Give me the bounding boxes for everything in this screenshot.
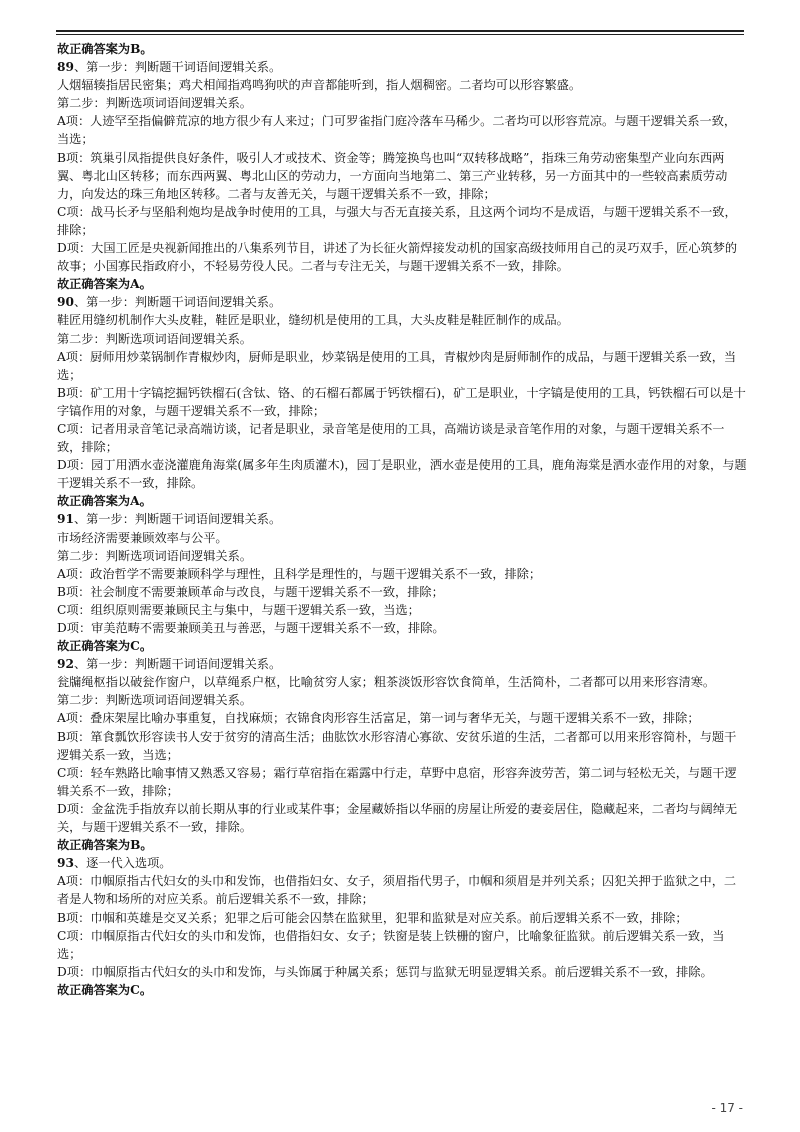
answer-line — [57, 637, 747, 655]
paragraph-text: C项：记者用录音笔记录高端访谈，记者是职业，录音笔是使用的工具，高端访谈是录音笔作用的对象，与题干逻辑关系不一致，排除； — [57, 421, 725, 455]
paragraph-text: B项：筑巢引凤指提供良好条件，吸引人才或技术、资金等；腾笼换鸟也叫“双转移战略”，指珠三角劳动密集型产业向东西两翼、粤北山区转移；而东西两翼、粤北山区的劳动力，一方面向当地第二、第三产业转移，另一方面其中的一些较高素质劳动力，向发达的珠三角地区转移。二者与友善无关，与题干逻辑关系不一致，排除； — [57, 150, 728, 201]
paragraph-text: B项：箪食瓢饮形容读书人安于贫穷的清高生活；曲肱饮水形容清心寡欲、安贫乐道的生活，二者都可以用来形容简朴，与题干逻辑关系一致，当选； — [57, 729, 737, 762]
paragraph-line — [57, 239, 747, 275]
paragraph-line — [57, 728, 747, 764]
paragraph-line — [57, 547, 747, 565]
paragraph-text: D项：大国工匠是央视新闻推出的八集系列节目，讲述了为长征火箭焊接发动机的国家高级技师用自己的灵巧双手，匠心筑梦的故事；小国寡民指政府小，不轻易劳役人民。二者与专注无关，与题干逻辑关系不一致，排除。 — [57, 241, 738, 274]
answer-line — [57, 275, 747, 293]
paragraph-text: C项：组织原则需要兼顾民主与集中，与题干逻辑关系一致，当选； — [57, 602, 420, 617]
paragraph-text: C项：战马长矛与坚船利炮均是战争时使用的工具，与强大与否无直接关系，且这两个词均不是成语，与题干逻辑关系不一致，排除； — [57, 204, 737, 237]
paragraph-text: D项：金盆洗手指放弃以前长期从事的行业或某件事；金屋藏娇指以华丽的房屋让所爱的妻妾居住，隐藏起来，二者均与阔绰无关，与题干逻辑关系不一致，排除。 — [57, 801, 738, 835]
paragraph-line — [57, 311, 747, 329]
paragraph-text: 第二步：判断选项词语间逻辑关系。 — [57, 96, 252, 111]
paragraph-line — [57, 764, 747, 800]
question-number: 93 — [57, 856, 74, 871]
paragraph-text: 瓮牖绳枢指以破瓮作窗户，以草绳系户枢，比喻贫穷人家；粗茶淡饭形容饮食简单，生活简朴，二者都可以用来形容清寒。 — [57, 675, 716, 690]
question-number: 92 — [57, 657, 74, 672]
paragraph-text: 鞋匠用缝纫机制作大头皮鞋，鞋匠是职业，缝纫机是使用的工具，大头皮鞋是鞋匠制作的成品。 — [57, 313, 569, 328]
paragraph-line — [57, 800, 747, 836]
answer-text: 故正确答案为B。 — [57, 42, 153, 56]
question-step-text: 、第一步：判断题干词语间逻辑关系。 — [73, 60, 282, 75]
paragraph-line — [57, 112, 747, 148]
paragraph-line — [57, 691, 747, 709]
paragraph-text: A项：人迹罕至指偏僻荒凉的地方很少有人来过；门可罗雀指门庭冷落车马稀少。二者均可以形容荒凉。与题干逻辑关系一致，当选； — [57, 114, 737, 147]
paragraph-text: 第二步：判断选项词语间逻辑关系。 — [57, 693, 252, 708]
question-number: 90 — [57, 295, 74, 310]
paragraph-line — [57, 963, 747, 981]
question-heading — [57, 854, 747, 872]
question-heading — [57, 655, 747, 673]
paragraph-line — [57, 203, 747, 239]
answer-line — [57, 492, 747, 510]
answer-line — [57, 836, 747, 854]
header-rule-thin — [56, 34, 744, 35]
paragraph-text: B项：巾帼和英雄是交叉关系；犯罪之后可能会囚禁在监狱里，犯罪和监狱是对应关系。前后逻辑关系不一致，排除； — [57, 910, 688, 925]
paragraph-line — [57, 384, 747, 420]
question-step-text: 、第一步：判断题干词语间逻辑关系。 — [73, 512, 282, 527]
answer-line — [57, 981, 747, 999]
question-heading — [57, 510, 747, 528]
question-number: 91 — [57, 512, 74, 527]
paragraph-text: 市场经济需要兼顾效率与公平。 — [57, 530, 228, 545]
paragraph-line — [57, 330, 747, 348]
answer-text: 故正确答案为C。 — [57, 982, 153, 997]
paragraph-text: C项：轻车熟路比喻事情又熟悉又容易；霜行草宿指在霜露中行走，草野中息宿，形容奔波劳苦，第二词与轻松无关，与题干逻辑关系不一致，排除； — [57, 765, 737, 798]
paragraph-line — [57, 872, 747, 908]
paragraph-line — [57, 94, 747, 112]
paragraph-line — [57, 565, 747, 583]
paragraph-line — [57, 456, 747, 492]
answer-text: 故正确答案为A。 — [57, 494, 152, 509]
paragraph-text: 人烟辐辏指居民密集；鸡犬相闻指鸡鸣狗吠的声音都能听到，指人烟稠密。二者均可以形容繁盛。 — [57, 78, 582, 93]
question-heading — [57, 58, 747, 76]
paragraph-text: 第二步：判断选项词语间逻辑关系。 — [57, 331, 252, 346]
answer-text: 故正确答案为C。 — [57, 639, 153, 654]
question-heading — [57, 293, 747, 311]
answer-text: 故正确答案为A。 — [57, 277, 152, 292]
paragraph-text: A项：巾帼原指古代妇女的头巾和发饰，也借指妇女、女子，须眉指代男子，巾帼和须眉是并列关系；囚犯关押于监狱之中，二者是人物和场所的对应关系。前后逻辑关系不一致，排除； — [57, 874, 737, 907]
paragraph-text: D项：园丁用洒水壶浇灌鹿角海棠(属多年生肉质灌木)，园丁是职业，洒水壶是使用的工具，鹿角海棠是洒水壶作用的对象，与题干逻辑关系不一致，排除。 — [57, 458, 747, 491]
paragraph-line — [57, 927, 747, 963]
answer-line — [57, 40, 747, 58]
paragraph-line — [57, 583, 747, 601]
paragraph-line — [57, 348, 747, 384]
paragraph-line — [57, 601, 747, 619]
paragraph-text: A项：叠床架屋比喻办事重复，自找麻烦；衣锦食肉形容生活富足，第一词与奢华无关，与题干逻辑关系不一致，排除； — [57, 711, 700, 726]
document-body — [57, 40, 747, 999]
paragraph-text: D项：审美范畴不需要兼顾美丑与善恶，与题干逻辑关系不一致，排除。 — [57, 621, 445, 635]
paragraph-text: B项：矿工用十字镐挖掘钙铁榴石(含钛、铬、的石榴石都属于钙铁榴石)，矿工是职业，十字镐是使用的工具，钙铁榴石可以是十字镐作用的对象，与题干逻辑关系不一致，排除； — [57, 385, 746, 418]
question-step-text: 、第一步：判断题干词语间逻辑关系。 — [73, 657, 282, 672]
paragraph-text: 第二步：判断选项词语间逻辑关系。 — [57, 548, 252, 563]
paragraph-line — [57, 76, 747, 94]
paragraph-line — [57, 420, 747, 456]
paragraph-line — [57, 673, 747, 691]
paragraph-text: B项：社会制度不需要兼顾革命与改良，与题干逻辑关系不一致，排除； — [57, 584, 444, 599]
paragraph-text: A项：厨师用炒菜锅制作青椒炒肉，厨师是职业，炒菜锅是使用的工具，青椒炒肉是厨师制作的成品，与题干逻辑关系一致，当选； — [57, 349, 737, 382]
paragraph-line — [57, 149, 747, 203]
paragraph-line — [57, 619, 747, 637]
answer-text: 故正确答案为B。 — [57, 838, 153, 853]
question-step-text: 、逐一代入选项。 — [73, 856, 172, 871]
paragraph-line — [57, 709, 747, 727]
paragraph-line — [57, 909, 747, 927]
paragraph-line — [57, 529, 747, 547]
paragraph-text: C项：巾帼原指古代妇女的头巾和发饰，也借指妇女、女子；铁窗是装上铁栅的窗户，比喻象征监狱。前后逻辑关系一致，当选； — [57, 928, 725, 961]
page-number: - 17 - — [711, 1101, 743, 1115]
question-number: 89 — [57, 60, 74, 75]
header-rule — [56, 30, 744, 32]
question-step-text: 、第一步：判断题干词语间逻辑关系。 — [73, 295, 282, 310]
paragraph-text: D项：巾帼原指古代妇女的头巾和发饰，与头饰属于种属关系；惩罚与监狱无明显逻辑关系。前后逻辑关系不一致，排除。 — [57, 964, 713, 979]
paragraph-text: A项：政治哲学不需要兼顾科学与理性，且科学是理性的，与题干逻辑关系不一致，排除； — [57, 566, 542, 581]
